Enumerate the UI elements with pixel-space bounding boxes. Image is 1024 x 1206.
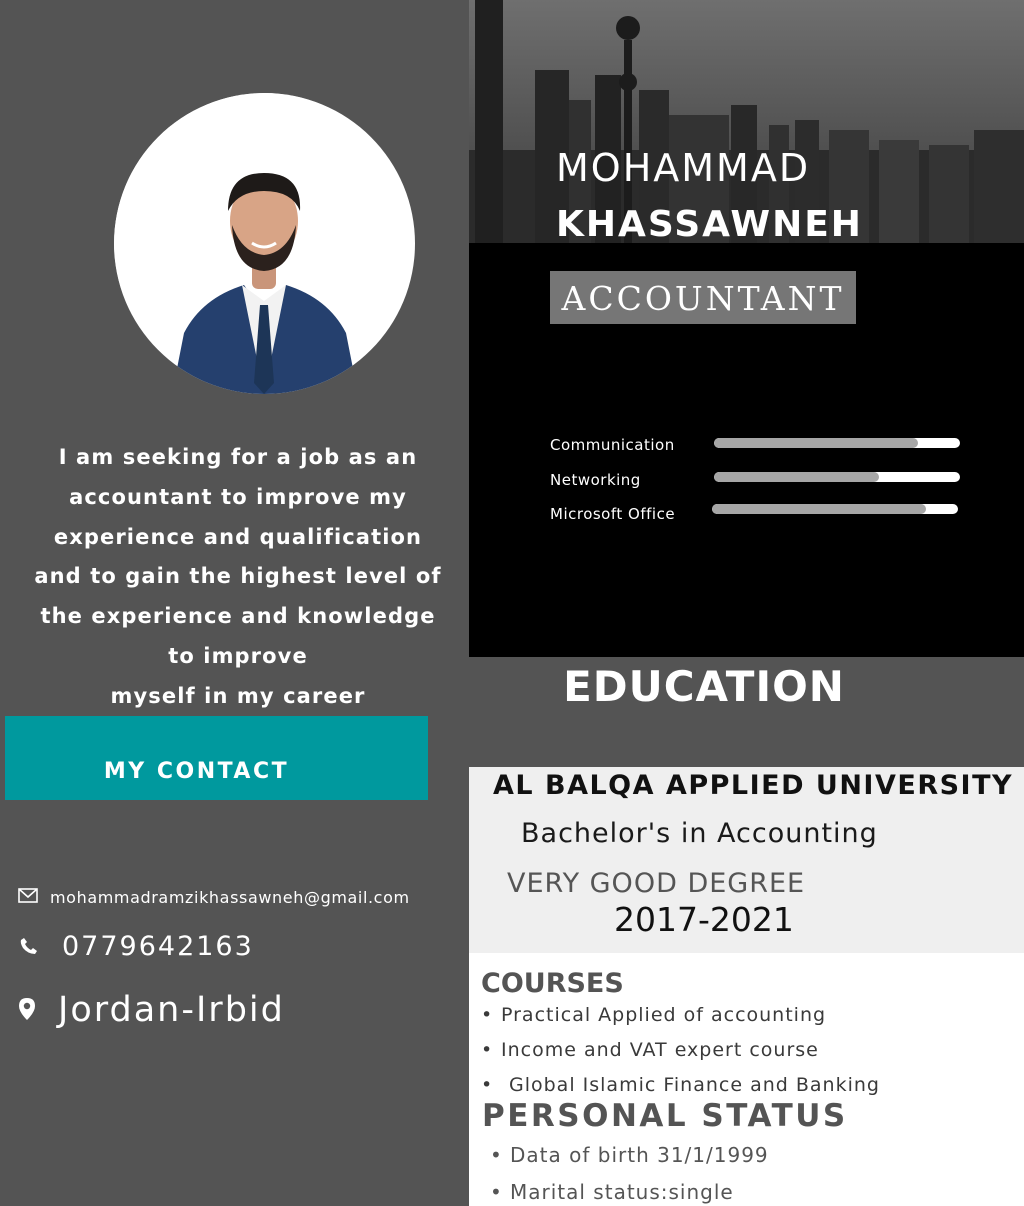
bullet-icon: • (490, 1180, 503, 1204)
skill-bar (714, 438, 960, 448)
skill-bar (712, 504, 958, 514)
objective-line: I am seeking for a job as an (58, 445, 418, 469)
course-text: Global Islamic Finance and Banking (509, 1074, 880, 1096)
status-item (490, 1143, 769, 1167)
contact-phone[interactable]: 0779642163 (62, 931, 254, 962)
career-objective (18, 438, 458, 717)
objective-line: myself in my career (110, 683, 366, 708)
skill-bar-fill (714, 438, 918, 448)
skill-bar-fill (714, 472, 879, 482)
education-heading: EDUCATION (563, 662, 845, 711)
last-name: KHASSAWNEH (556, 204, 863, 245)
study-years: 2017-2021 (614, 900, 794, 939)
objective-line: experience and qualification (53, 524, 423, 549)
degree-grade: VERY GOOD DEGREE (507, 868, 806, 899)
bullet-icon: • (481, 1074, 494, 1096)
contact-banner (5, 716, 428, 800)
contact-phone-row[interactable] (20, 931, 254, 962)
contact-title: MY CONTACT (103, 759, 290, 784)
status-text: Marital status:single (510, 1180, 734, 1204)
contact-email-row[interactable] (18, 888, 410, 907)
contact-email[interactable]: mohammadramzikhassawneh@gmail.com (50, 888, 410, 907)
phone-icon (20, 931, 42, 962)
university-name: AL BALQA APPLIED UNIVERSITY (493, 770, 1014, 801)
job-title-box (550, 271, 856, 324)
objective-line: accountant to improve my (69, 484, 407, 509)
objective-line: the experience and knowledge (40, 604, 436, 629)
person-avatar-icon (114, 93, 415, 394)
skill-label: Microsoft Office (550, 505, 676, 523)
contact-location-row (18, 990, 285, 1030)
status-item (490, 1180, 734, 1204)
course-text: Income and VAT expert course (501, 1039, 819, 1061)
personal-status-heading: PERSONAL STATUS (482, 1098, 848, 1134)
degree-name: Bachelor's in Accounting (521, 818, 878, 849)
first-name: MOHAMMAD (556, 146, 811, 190)
skill-bar (714, 472, 960, 482)
course-text: Practical Applied of accounting (501, 1004, 827, 1026)
profile-photo (114, 93, 415, 394)
bullet-icon: • (481, 1039, 494, 1061)
email-icon (18, 888, 40, 907)
objective-line: to improve (168, 643, 308, 668)
skill-label: Networking (550, 471, 641, 489)
skill-bar-fill (712, 504, 926, 514)
objective-line: and to gain the highest level of (34, 564, 442, 589)
course-item (481, 1039, 819, 1061)
course-item (481, 1074, 880, 1096)
skill-label: Communication (550, 436, 675, 454)
contact-location: Jordan-Irbid (58, 990, 285, 1030)
status-text: Data of birth 31/1/1999 (510, 1143, 769, 1167)
location-pin-icon (18, 990, 40, 1030)
job-title: ACCOUNTANT (561, 279, 845, 318)
course-item (481, 1004, 826, 1026)
bullet-icon: • (481, 1004, 494, 1026)
bullet-icon: • (490, 1143, 503, 1167)
courses-heading: COURSES (481, 968, 624, 999)
